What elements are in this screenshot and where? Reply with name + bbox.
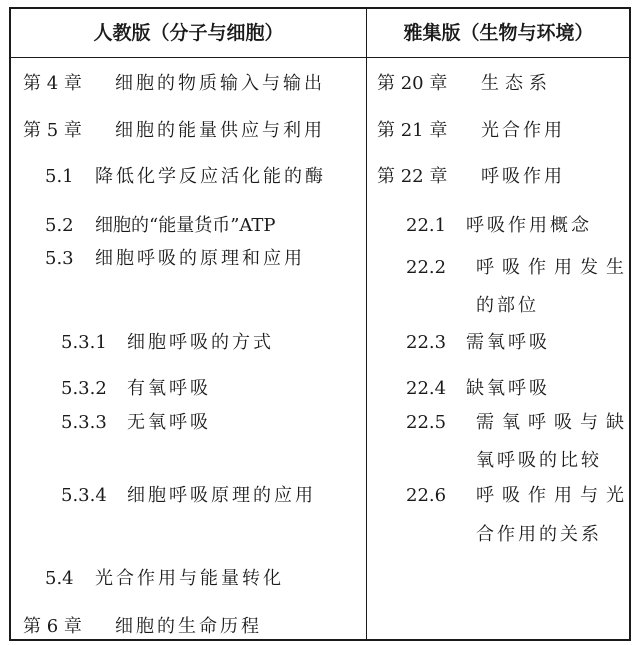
left-row (23, 121, 325, 141)
row-number: 第 20 章 (377, 73, 448, 94)
row-text: 呼吸作用发生 (476, 257, 632, 278)
row-text: 细胞的能量供应与利用 (115, 120, 325, 141)
row-text: 呼吸作用与光 (476, 485, 632, 506)
left-column-header: 人教版（分子与细胞） (93, 22, 284, 44)
row-number: 第 6 章 (23, 616, 82, 637)
row-text: 降低化学反应活化能的酶 (95, 166, 326, 187)
left-row (45, 167, 326, 187)
right-row (406, 258, 632, 278)
right-row-continuation (476, 296, 539, 316)
left-row (45, 249, 305, 269)
left-row (61, 486, 316, 506)
row-text: 呼吸作用概念 (466, 215, 592, 236)
row-text: 氧呼吸的比较 (476, 450, 602, 471)
right-column-header: 雅集版（生物与环境） (403, 22, 594, 44)
right-row (406, 333, 550, 353)
row-text: 的部位 (476, 295, 539, 316)
header-divider (11, 57, 629, 58)
row-number: 5.3.1 (61, 332, 107, 353)
row-number: 22.6 (406, 485, 447, 506)
row-text: 细胞的“能量货币”ATP (95, 215, 276, 236)
right-row-continuation (476, 525, 602, 545)
right-row (377, 167, 565, 187)
row-text: 需氧呼吸 (466, 332, 550, 353)
row-text: 光合作用与能量转化 (95, 568, 284, 589)
row-number: 5.1 (45, 166, 74, 187)
left-row (45, 216, 276, 236)
row-number: 5.4 (45, 568, 74, 589)
row-text: 需氧呼吸与缺 (476, 412, 632, 433)
right-row (406, 486, 632, 506)
row-text: 细胞呼吸原理的应用 (127, 485, 316, 506)
row-text: 有氧呼吸 (127, 378, 211, 399)
row-number: 5.3.2 (61, 378, 107, 399)
left-row (23, 617, 262, 637)
row-number: 5.2 (45, 215, 74, 236)
row-text: 细胞的生命历程 (115, 616, 262, 637)
row-text: 生态系 (481, 73, 553, 94)
row-text: 细胞的物质输入与输出 (115, 73, 325, 94)
left-row (61, 379, 211, 399)
right-row (377, 74, 553, 94)
row-text: 呼吸作用 (481, 166, 565, 187)
left-row (23, 74, 325, 94)
row-number: 22.5 (406, 412, 447, 433)
right-row (406, 216, 592, 236)
right-row-continuation (476, 451, 602, 471)
row-number: 第 22 章 (377, 166, 448, 187)
row-number: 5.3.4 (61, 485, 107, 506)
row-number: 第 21 章 (377, 120, 448, 141)
left-row (61, 333, 274, 353)
row-number: 5.3 (45, 248, 74, 269)
row-number: 22.4 (406, 378, 447, 399)
row-text: 光合作用 (481, 120, 565, 141)
left-row (61, 413, 211, 433)
row-number: 22.1 (406, 215, 447, 236)
row-text: 细胞呼吸的原理和应用 (95, 248, 305, 269)
comparison-table (9, 7, 631, 641)
right-row (406, 379, 550, 399)
row-number: 第 4 章 (23, 73, 82, 94)
row-number: 22.2 (406, 257, 447, 278)
column-divider (366, 9, 367, 639)
row-number: 5.3.3 (61, 412, 107, 433)
right-row (377, 121, 565, 141)
row-text: 缺氧呼吸 (466, 378, 550, 399)
left-row (45, 569, 284, 589)
right-row (406, 413, 632, 433)
row-text: 合作用的关系 (476, 524, 602, 545)
row-text: 细胞呼吸的方式 (127, 332, 274, 353)
row-number: 22.3 (406, 332, 447, 353)
row-text: 无氧呼吸 (127, 412, 211, 433)
row-number: 第 5 章 (23, 120, 82, 141)
